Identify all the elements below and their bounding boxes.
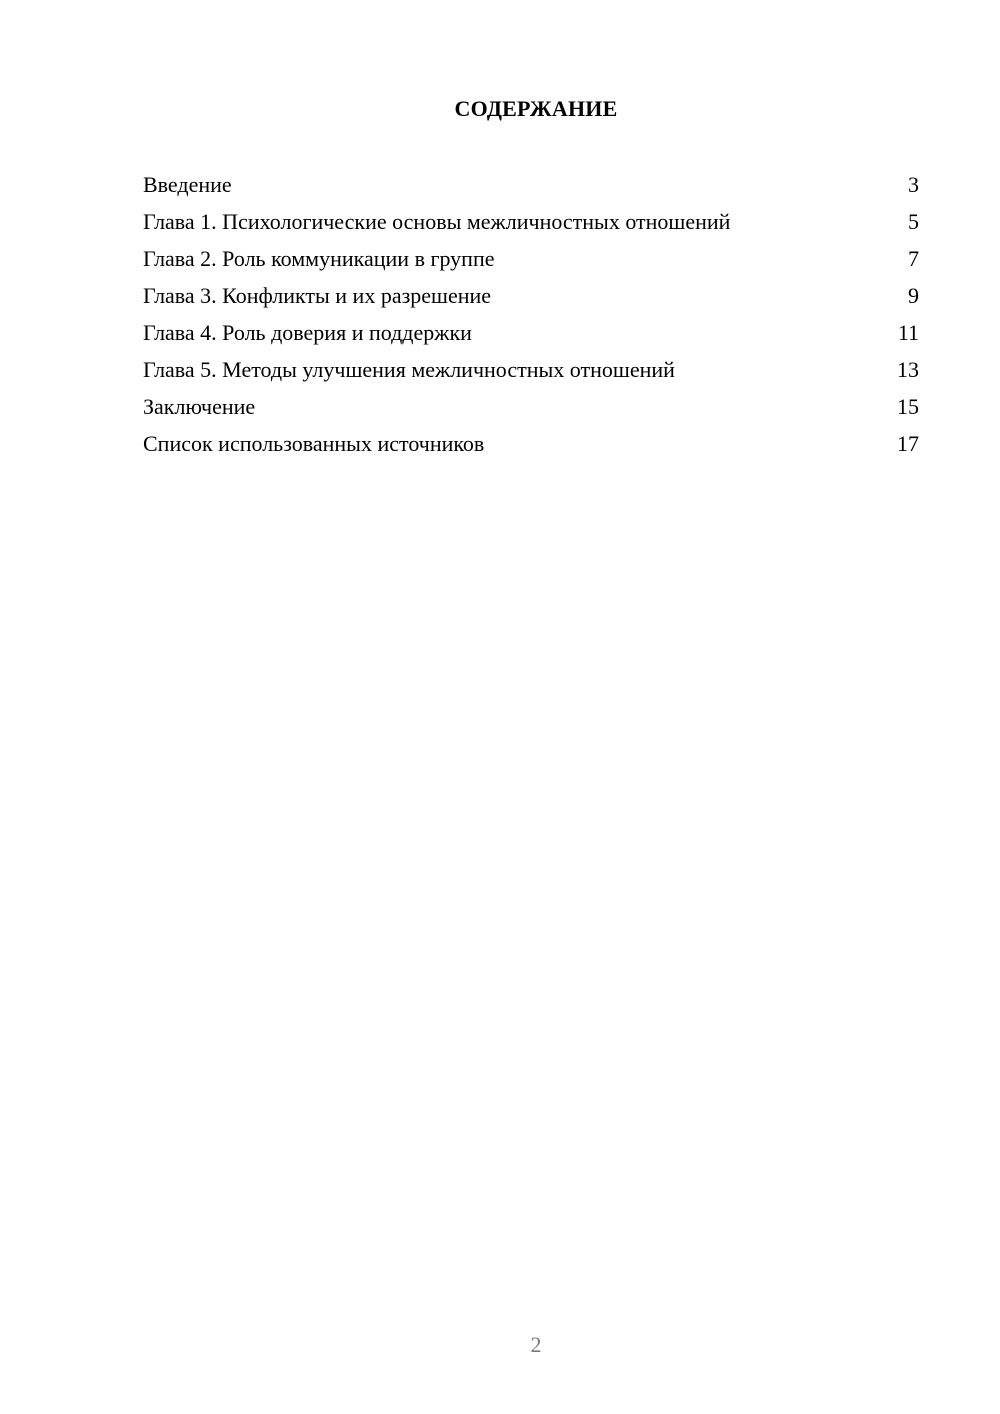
toc-entry-conclusion [143,390,919,427]
toc-entry-page: 3 [908,172,919,197]
toc-entry-page: 15 [897,394,919,419]
toc-entry-label: Введение [143,172,232,197]
table-of-contents [143,168,919,464]
toc-entry-chapter-3 [143,279,919,316]
toc-entry-label: Глава 1. Психологические основы межличностных отношений [143,209,731,234]
toc-entry-introduction [143,168,919,205]
toc-entry-chapter-1 [143,205,919,242]
toc-entry-chapter-5 [143,353,919,390]
toc-entry-label: Глава 4. Роль доверия и поддержки [143,320,472,345]
toc-entry-label: Список использованных источников [143,431,485,456]
toc-entry-page: 13 [897,357,919,382]
toc-entry-label: Глава 3. Конфликты и их разрешение [143,283,492,308]
toc-entry-label: Глава 5. Методы улучшения межличностных отношений [143,357,675,382]
toc-entry-label: Заключение [143,394,256,419]
toc-entry-page: 11 [897,320,919,345]
toc-entry-chapter-4 [143,316,919,353]
page-number: 2 [530,1332,542,1357]
toc-entry-page: 7 [908,246,919,271]
toc-entry-references [143,427,919,464]
toc-entry-chapter-2 [143,242,919,279]
toc-entry-page: 5 [908,209,919,234]
page-title: СОДЕРЖАНИЕ [454,96,618,121]
toc-entry-label: Глава 2. Роль коммуникации в группе [143,246,495,271]
toc-entry-page: 9 [908,283,919,308]
toc-entry-page: 17 [897,431,919,456]
